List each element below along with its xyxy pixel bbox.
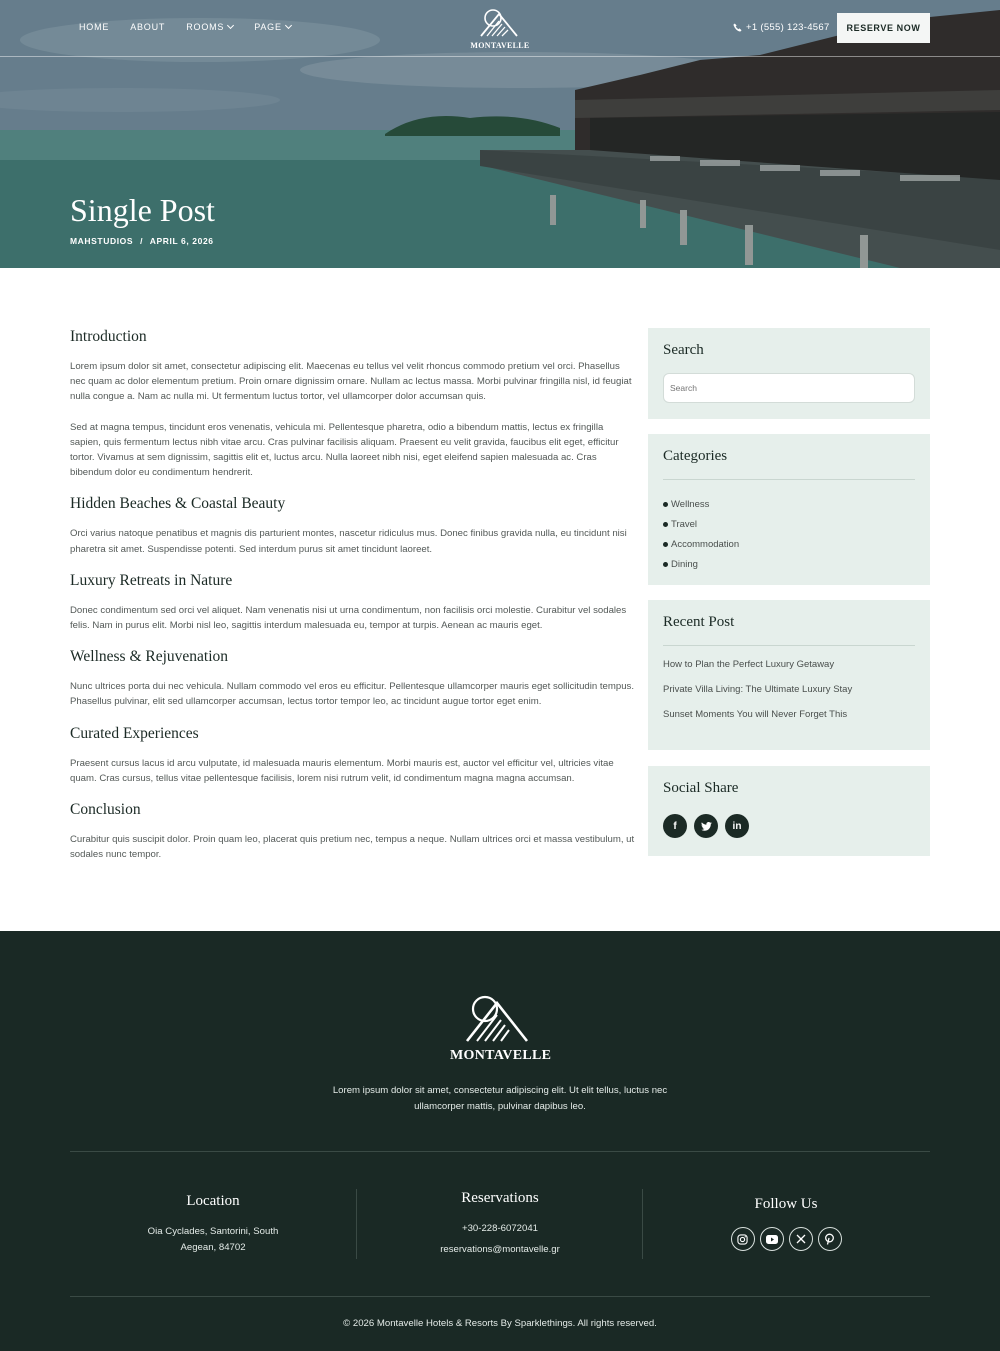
address-line: Aegean, 84702 xyxy=(180,1241,246,1253)
post-meta xyxy=(70,236,214,246)
recent-post-link[interactable]: Private Villa Living: The Ultimate Luxury Stay xyxy=(663,684,853,695)
category-list xyxy=(663,494,915,574)
recent-post-list xyxy=(663,659,915,734)
youtube-icon[interactable] xyxy=(760,1227,784,1251)
nav-item-about[interactable] xyxy=(130,22,165,32)
nav-label: ROOMS xyxy=(186,22,225,32)
divider xyxy=(70,1296,930,1297)
logo-text: MONTAVELLE xyxy=(450,1048,552,1063)
section-wellness xyxy=(70,648,635,709)
social-share-widget xyxy=(648,766,930,856)
category-label: Wellness xyxy=(671,498,710,510)
section-heading: Introduction xyxy=(70,328,147,345)
post-author[interactable]: MAHSTUDIOS xyxy=(70,236,134,246)
top-navigation xyxy=(0,0,1000,57)
footer-description: Lorem ipsum dolor sit amet, consectetur adipiscing elit. Ut elit tellus, luctus nec ullamcorper mattis, pulvinar dapibus leo. xyxy=(332,1085,668,1112)
nav-label: PAGE xyxy=(254,22,282,32)
category-item[interactable] xyxy=(663,494,915,514)
facebook-icon[interactable]: f xyxy=(663,814,687,838)
nav-item-rooms[interactable] xyxy=(186,22,233,32)
paragraph: Nunc ultrices porta dui nec vehicula. Nullam commodo vel eros eu efficitur. Pellentesque ullamcorper mauris eget sollicitudin tempus. Phasellus pulvinar, elit sed ullamcorper accumsan, lectus tortor tempor leo, ac tincidunt augue tortor eget enim. xyxy=(70,681,634,708)
section-heading: Curated Experiences xyxy=(70,724,199,742)
article-content xyxy=(70,328,635,877)
reserve-label: RESERVE NOW xyxy=(846,23,921,33)
category-label: Travel xyxy=(671,518,698,530)
reservation-phone[interactable]: +30-228-6072041 xyxy=(461,1223,539,1234)
site-footer xyxy=(0,931,1000,1351)
section-hidden-beaches xyxy=(70,495,635,556)
section-luxury-retreats xyxy=(70,572,635,633)
section-curated-experiences xyxy=(70,725,635,786)
footer-col-title: Location xyxy=(186,1193,240,1209)
post-date: APRIL 6, 2026 xyxy=(149,236,214,246)
phone-number: +1 (555) 123-4567 xyxy=(746,22,830,33)
footer-location xyxy=(70,1193,356,1255)
paragraph: Donec condimentum sed orci vel aliquet. Nam venenatis nisi ut urna condimentum, non facilisis orci molestie. Curabitur vel sodales felis. Nam in purus elit. Morbi nisl leo, sagittis interdum malesuada eu, tempor at turpis. Aenean ac mauris eget. xyxy=(70,604,627,632)
footer-logo[interactable] xyxy=(450,993,550,1065)
search-input[interactable] xyxy=(663,373,915,403)
follow-icons xyxy=(643,1227,929,1251)
paragraph: Sed at magna tempus, tincidunt eros venenatis, vehicula mi. Pellentesque pharetra, odio a bibendum mattis, lectus ex fringilla sapien, quis fermentum lectus nibh vitae arcu. Cras pulvinar facilisis aliquam. Praesent eu velit gravida, faucibus elit eget, efficitur tortor. Vivamus at sem dignissim, sagittis elit et, luctus arcu. Nulla laoreet nibh nisi, eget eleifend sapien malesuada ac. Cras bibendum dolor eu condimentum hendrerit. xyxy=(70,421,619,479)
widget-title: Search xyxy=(663,342,704,358)
category-item[interactable] xyxy=(663,554,915,574)
pinterest-icon[interactable] xyxy=(818,1227,842,1251)
recent-post-widget xyxy=(648,600,930,750)
site-logo[interactable] xyxy=(468,6,532,48)
logo-text: MONTAVELLE xyxy=(470,41,530,50)
nav-label: ABOUT xyxy=(130,22,166,32)
category-item[interactable] xyxy=(663,514,915,534)
bullet-icon xyxy=(663,502,668,507)
divider xyxy=(663,645,915,646)
reservation-email[interactable]: reservations@montavelle.gr xyxy=(440,1243,560,1255)
paragraph: Orci varius natoque penatibus et magnis dis parturient montes, nascetur ridiculus mus. Donec finibus gravida nulla, eu tincidunt nisi pharetra sit amet. Suspendisse potenti. Sed interdum purus sit amet tincidunt laoreet. xyxy=(70,528,627,555)
bullet-icon xyxy=(663,522,668,527)
recent-post-link[interactable]: How to Plan the Perfect Luxury Getaway xyxy=(663,659,835,670)
section-heading: Luxury Retreats in Nature xyxy=(70,571,233,589)
footer-reservations xyxy=(357,1190,643,1257)
widget-title: Recent Post xyxy=(663,614,735,630)
category-item[interactable] xyxy=(663,534,915,554)
section-heading: Hidden Beaches & Coastal Beauty xyxy=(70,495,286,513)
linkedin-icon[interactable]: in xyxy=(725,814,749,838)
search-widget xyxy=(648,328,930,419)
category-label: Accommodation xyxy=(671,538,740,550)
nav-label: HOME xyxy=(79,22,110,32)
reserve-now-button[interactable] xyxy=(837,13,930,43)
nav-item-home[interactable] xyxy=(79,22,109,32)
copyright-text: © 2026 Montavelle Hotels & Resorts By Sparklethings. All rights reserved. xyxy=(343,1318,657,1329)
paragraph: Praesent cursus lacus id arcu vulputate, id malesuada mauris elementum. Morbi mauris est, auctor vel efficitur vel, ultricies vitae quam. Cras cursus, tellus vitae pellentesque facilisis, lorem nisi rutrum velit, id condimentum magna magna accumsan. xyxy=(70,757,614,784)
mountain-sun-logo-icon xyxy=(475,6,525,38)
section-heading: Wellness & Rejuvenation xyxy=(70,648,229,666)
divider xyxy=(70,1151,930,1152)
section-introduction xyxy=(70,328,635,480)
twitter-icon[interactable] xyxy=(694,814,718,838)
widget-title: Social Share xyxy=(663,780,739,796)
instagram-icon[interactable] xyxy=(731,1227,755,1251)
widget-title: Categories xyxy=(663,448,728,464)
social-share-buttons xyxy=(663,814,915,838)
nav-item-page[interactable] xyxy=(254,22,291,32)
phone-contact[interactable] xyxy=(733,22,830,33)
recent-post-link[interactable]: Sunset Moments You will Never Forget This xyxy=(663,709,848,720)
bullet-icon xyxy=(663,562,668,567)
meta-separator: / xyxy=(140,236,144,246)
section-conclusion xyxy=(70,801,635,862)
footer-col-title: Reservations xyxy=(461,1190,539,1206)
chevron-down-icon xyxy=(227,22,234,29)
chevron-down-icon xyxy=(285,22,292,29)
nav-links xyxy=(79,22,312,32)
x-icon[interactable] xyxy=(789,1227,813,1251)
categories-widget xyxy=(648,434,930,585)
paragraph: Curabitur quis suscipit dolor. Proin quam leo, placerat quis pretium nec, tempus a neque. Nullam ultrices orci et massa vestibulum, ut sodales nunc tempor. xyxy=(70,834,635,861)
mountain-sun-logo-icon xyxy=(455,993,545,1045)
footer-follow-us xyxy=(643,1196,929,1251)
section-heading: Conclusion xyxy=(70,801,141,819)
footer-col-title: Follow Us xyxy=(754,1196,818,1212)
address-line: Oia Cyclades, Santorini, South xyxy=(147,1226,279,1237)
paragraph: Lorem ipsum dolor sit amet, consectetur adipiscing elit. Maecenas eu tellus vel velit rhoncus commodo pretium vel orci. Phasellus nec quam ac dolor elementum pretium. Proin ornare dignissim ornare. Nullam ac lectus massa. Morbi pulvinar fringilla nisl, id feugiat nulla congue a. Nam ac nulla mi. Ut fermentum luctus tortor, vel ullamcorper dolor accumsan quis. xyxy=(70,361,632,403)
divider xyxy=(663,479,915,480)
page-title: Single Post xyxy=(70,192,215,228)
hero-banner xyxy=(0,0,1000,268)
bullet-icon xyxy=(663,542,668,547)
category-label: Dining xyxy=(671,558,698,570)
phone-icon xyxy=(733,23,742,32)
